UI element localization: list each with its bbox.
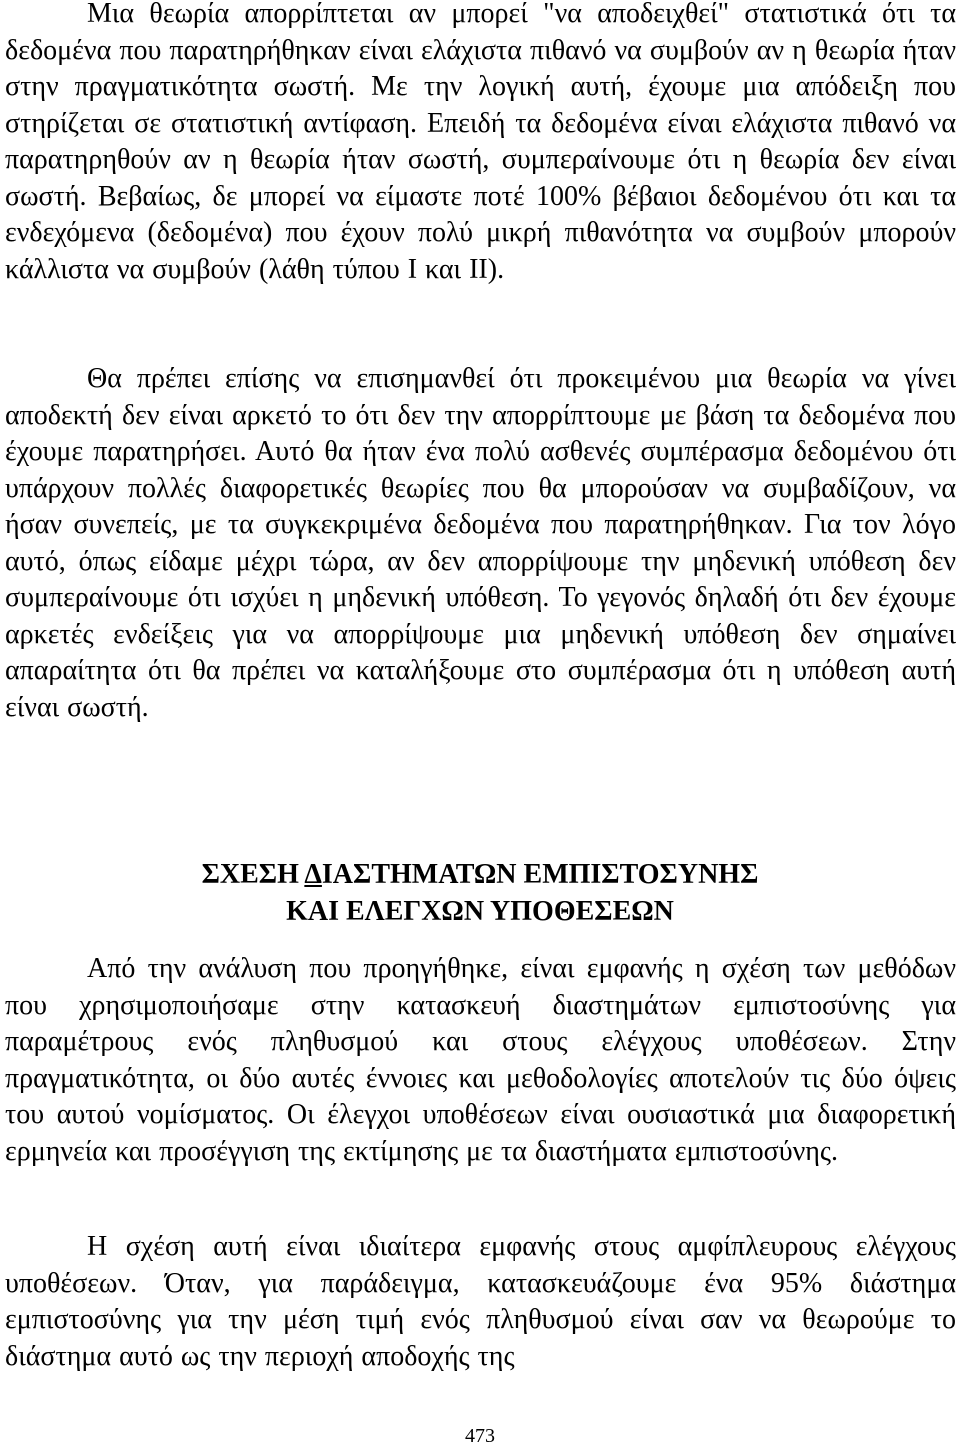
heading-text-start: ΣΧΕΣΗ <box>201 859 305 890</box>
section-heading-line-1 <box>0 856 960 893</box>
page-number: 473 <box>465 1425 495 1447</box>
body-paragraph-3: Από την ανάλυση που προηγήθηκε, είναι εμφανής η σχέση των μεθόδων που χρησιμοποιήσαμε στην κατασκευή διαστημάτων εμπιστοσύνης για παραμέτρους ενός πληθυσμού και στους ελέγχους υποθέσεων. Στην πραγματικότητα, οι δύο αυτές έννοιες και μεθοδολογίες αποτελούν τις δύο όψεις του αυτού νομίσματος. Οι έλεγχοι υποθέσεων είναι ουσιαστικά μια διαφορετική ερμηνεία και προσέγγιση της εκτίμησης με τα διαστήματα εμπιστοσύνης. <box>5 953 956 1167</box>
section-heading-line-2: ΚΑΙ ΕΛΕΓΧΩΝ ΥΠΟΘΕΣΕΩΝ <box>286 896 674 927</box>
heading-underlined-letter: Δ <box>304 859 322 890</box>
body-paragraph-1: Μια θεωρία απορρίπτεται αν μπορεί "να αποδειχθεί" στατιστικά ότι τα δεδομένα που παρατηρήθηκαν είναι ελάχιστα πιθανό να συμβούν αν η θεωρία ήταν στην πραγματικότητα σωστή. Με την λογική αυτή, έχουμε μια απόδειξη που στηρίζεται σε στατιστική αντίφαση. Επειδή τα δεδομένα είναι ελάχιστα πιθανό να παρατηρηθούν αν η θεωρία ήταν σωστή, συμπεραίνουμε ότι η θεωρία δεν είναι σωστή. Βεβαίως, δε μπορεί να είμαστε ποτέ 100% βέβαιοι δεδομένου ότι και τα ενδεχόμενα (δεδομένα) που έχουν πολύ μικρή πιθανότητα να συμβούν μπορούν κάλλιστα να συμβούν (λάθη τύπου Ι και ΙΙ). <box>5 0 956 285</box>
body-paragraph-2: Θα πρέπει επίσης να επισημανθεί ότι προκειμένου μια θεωρία να γίνει αποδεκτή δεν είναι αρκετό το ότι δεν την απορρίπτουμε με βάση τα δεδομένα που έχουμε παρατηρήσει. Αυτό θα ήταν ένα πολύ ασθενές συμπέρασμα δεδομένου ότι υπάρχουν πολλές διαφορετικές θεωρίες που θα μπορούσαν να συμβαδίζουν, να ήσαν συνεπείς, με τα συγκεκριμένα δεδομένα που παρατηρήθηκαν. Για τον λόγο αυτό, όπως είδαμε μέχρι τώρα, αν δεν απορρίψουμε την μηδενική υπόθεση δεν συμπεραίνουμε ότι ισχύει η μηδενική υπόθεση. Το γεγονός δηλαδή ότι δεν έχουμε αρκετές ενδείξεις για να απορρίψουμε μια μηδενική υπόθεση δεν σημαίνει απαραίτητα ότι θα πρέπει να καταλήξουμε στο συμπέρασμα ότι η υπόθεση αυτή είναι σωστή. <box>5 363 956 723</box>
heading-text-end: ΙΑΣΤΗΜΑΤΩΝ ΕΜΠΙΣΤΟΣΥΝΗΣ <box>321 859 759 890</box>
body-paragraph-4: Η σχέση αυτή είναι ιδιαίτερα εμφανής στους αμφίπλευρους ελέγχους υποθέσεων. Όταν, για παράδειγμα, κατασκευάζουμε ένα 95% διάστημα εμπιστοσύνης για την μέση τιμή ενός πληθυσμού είναι σαν να θεωρούμε το διάστημα αυτό ως την περιοχή αποδοχής της <box>5 1231 956 1372</box>
